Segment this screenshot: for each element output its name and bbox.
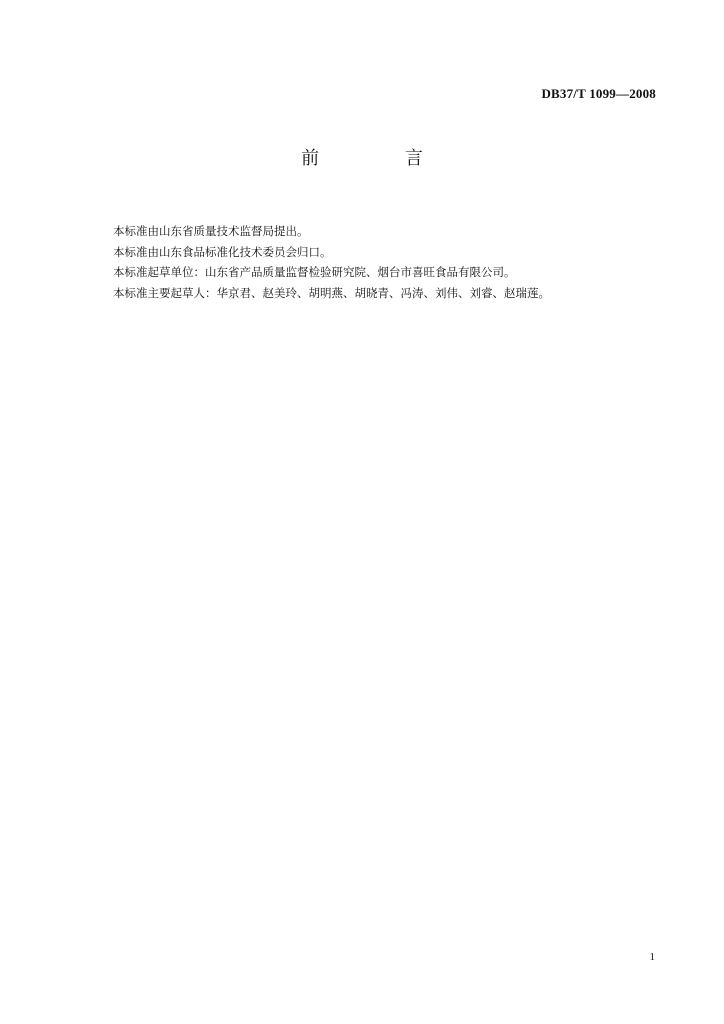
paragraph-drafters: 本标准主要起草人：华京君、赵美玲、胡明燕、胡晓青、冯涛、刘伟、刘睿、赵瑞莲。	[113, 285, 550, 300]
paragraph-drafting-units: 本标准起草单位：山东省产品质量监督检验研究院、烟台市喜旺食品有限公司。	[113, 265, 516, 279]
paragraph-proposer: 本标准由山东省质量技术监督局提出。	[113, 224, 309, 238]
standard-code: DB37/T 1099—2008	[541, 86, 656, 101]
paragraph-centralized-by: 本标准由山东食品标准化技术委员会归口。	[113, 244, 332, 259]
page-title: 前 言	[301, 148, 463, 169]
foreword-body	[113, 221, 673, 303]
page-number: 1	[649, 951, 655, 963]
